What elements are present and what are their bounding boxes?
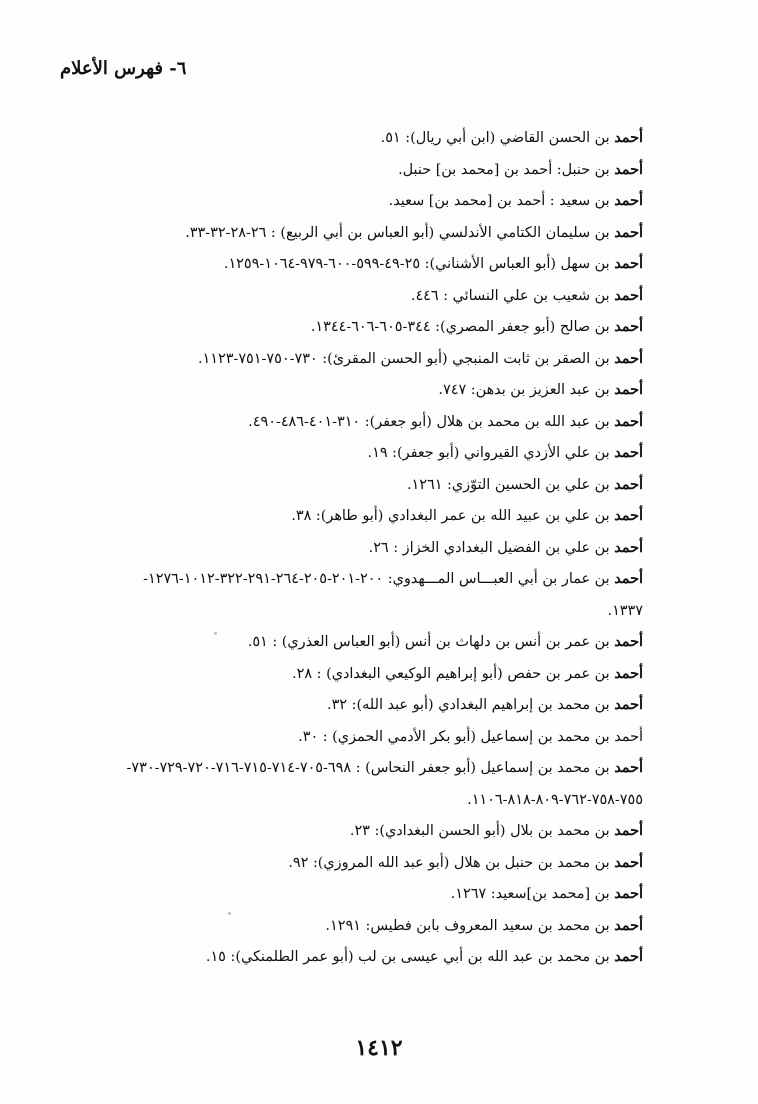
- entry-keyword: أحمد: [614, 160, 643, 178]
- entry-text: بن [محمد بن]سعيد: ١٢٦٧.: [450, 886, 615, 902]
- entry-text: بن محمد بن بلال (أبو الحسن البغدادي): ٢٣.: [349, 823, 615, 839]
- index-entry: [53, 311, 643, 343]
- index-entry: [53, 248, 643, 280]
- page-number: ١٤١٢: [355, 1035, 403, 1061]
- entry-text: بن سليمان الكتامي الأندلسي (أبو العباس بن أبي الربيع) : ٢٦-٢٨-٣٢-٣٣.: [185, 224, 615, 241]
- entry-text: بن الصقر بن ثابت المنبجي (أبو الحسن المقرئ): ٧٣٠-٧٥٠-٧٥١-١١٢٣.: [197, 350, 615, 367]
- index-entry: [53, 532, 643, 564]
- index-entry: [53, 280, 643, 312]
- entry-keyword: أحمد: [614, 759, 643, 776]
- index-entry: [53, 721, 643, 753]
- entry-text: بن علي بن عبيد الله بن عمر البغدادي (أبو طاهر): ٣٨.: [291, 508, 615, 524]
- entry-text: بن علي الأزدي القيرواني (أبو جعفر): ١٩.: [367, 445, 615, 461]
- entry-keyword: أحمد: [614, 948, 643, 965]
- index-entry: [53, 343, 643, 375]
- entry-text: بن عبد الله بن محمد بن هلال (أبو جعفر): ٣١٠-٤٠١-٤٨٦-٤٩٠.: [248, 413, 615, 430]
- index-entry: [53, 500, 643, 532]
- index-entry: [53, 910, 643, 942]
- index-entry: [53, 374, 643, 406]
- index-entry-continuation: [53, 595, 643, 627]
- index-entry: [53, 122, 643, 154]
- index-entry: [53, 658, 643, 690]
- entry-keyword: أحمد: [614, 223, 643, 241]
- index-entry: [53, 941, 643, 973]
- entry-keyword: أحمد: [614, 916, 643, 934]
- entry-keyword: أحمد: [614, 664, 643, 682]
- entry-keyword: أحمد: [614, 381, 643, 398]
- entry-keyword: أحمد: [614, 696, 643, 713]
- index-entry: [53, 689, 643, 721]
- entry-text: بن علي بن الفضيل البغدادي الخزاز : ٢٦.: [368, 539, 615, 556]
- entry-text: بن محمد بن سعيد المعروف بابن فطيس: ١٢٩١.: [325, 917, 615, 934]
- index-entry: [53, 469, 643, 501]
- entry-keyword: أحمد: [614, 318, 643, 335]
- entry-keyword: أحمد: [614, 853, 643, 871]
- entry-text: بن محمد بن حنبل بن هلال (أبو عبد الله المروزي): ٩٢.: [288, 854, 615, 871]
- scan-speck: [214, 632, 217, 635]
- entry-text: بن محمد بن إبراهيم البغدادي (أبو عبد الله): ٣٢.: [327, 697, 615, 713]
- index-entry: [53, 217, 643, 249]
- entry-text: بن الحسن القاضي (ابن أبي ريال): ٥١.: [380, 130, 615, 146]
- index-entries: [53, 122, 643, 973]
- entry-text: بن شعيب بن علي النسائي : ٤٤٦.: [410, 287, 615, 304]
- entry-keyword: أحمد: [614, 286, 643, 304]
- entry-keyword: أحمد: [614, 507, 643, 524]
- entry-keyword: أحمد: [614, 885, 643, 902]
- index-entry: [53, 878, 643, 910]
- entry-keyword: أحمد: [614, 475, 643, 493]
- index-entry: [53, 752, 643, 784]
- entry-keyword: أحمد: [614, 255, 643, 272]
- entry-keyword: أحمد: [614, 570, 643, 587]
- entry-text: أحمد بن محمد بن إسماعيل (أبو بكر الأدمي الحمزي) : ٣٠.: [298, 728, 643, 745]
- entry-keyword: أحمد: [614, 822, 643, 839]
- index-entry: [53, 563, 643, 595]
- entry-keyword: أحمد: [614, 412, 643, 430]
- index-entry: [53, 406, 643, 438]
- entry-text: بن سهل (أبو العباس الأشناني): ٢٥-٤٩-٥٩٩-٦٠٠-٩٧٩-١٠٦٤-١٢٥٩.: [223, 256, 615, 272]
- entry-keyword: أحمد: [614, 633, 643, 650]
- entry-text: ٧٥٥-٧٥٨-٧٦٢-٨٠٩-٨١٨-١١٠٦.: [467, 791, 643, 808]
- index-entry: [53, 154, 643, 186]
- entry-text: بن سعيد : أحمد بن [محمد بن] سعيد.: [388, 193, 615, 209]
- index-entry: [53, 185, 643, 217]
- entry-text: بن علي بن الحسين التوّزي: ١٢٦١.: [406, 476, 615, 493]
- entry-text: بن عمار بن أبي العبـــاس المـــهدوي: ٢٠٠-٢٠١-٢٠٥-٢٦٤-٢٩١-٣٢٢-١٠١٢-١٢٧٦-: [143, 571, 615, 587]
- entry-text: بن حنبل: أحمد بن [محمد بن] حنبل.: [398, 161, 615, 178]
- entry-text: بن عبد العزيز بن بدهن: ٧٤٧.: [438, 382, 615, 398]
- running-head: ٦- فهرس الأعلام: [60, 58, 187, 79]
- scan-speck: [228, 912, 231, 915]
- index-entry: [53, 626, 643, 658]
- entry-keyword: أحمد: [614, 538, 643, 556]
- entry-text: بن محمد بن عبد الله بن أبي عيسى بن لب (أبو عمر الطلمنكي): ١٥.: [205, 949, 615, 965]
- entry-text: بن عمر بن حفص (أبو إبراهيم الوكيعي البغدادي) : ٢٨.: [292, 665, 615, 682]
- entry-keyword: أحمد: [614, 444, 643, 461]
- index-entry: [53, 815, 643, 847]
- index-entry: [53, 847, 643, 879]
- entry-text: ١٣٣٧.: [607, 602, 643, 619]
- entry-text: بن صالح (أبو جعفر المصري): ٣٤٤-٦٠٥-٦٠٦-١٣٤٤.: [310, 319, 615, 335]
- index-entry-continuation: [53, 784, 643, 816]
- entry-keyword: أحمد: [614, 192, 643, 209]
- entry-text: بن عمر بن أنس بن دلهاث بن أنس (أبو العباس العذري) : ٥١.: [247, 634, 615, 650]
- index-entry: [53, 437, 643, 469]
- entry-keyword: أحمد: [614, 349, 643, 367]
- entry-text: بن محمد بن إسماعيل (أبو جعفر النحاس) : ٦٩٨-٧٠٥-٧١٤-٧١٥-٧١٦-٧٢٠-٧٢٩-٧٣٠-: [126, 760, 615, 776]
- entry-keyword: أحمد: [614, 129, 643, 146]
